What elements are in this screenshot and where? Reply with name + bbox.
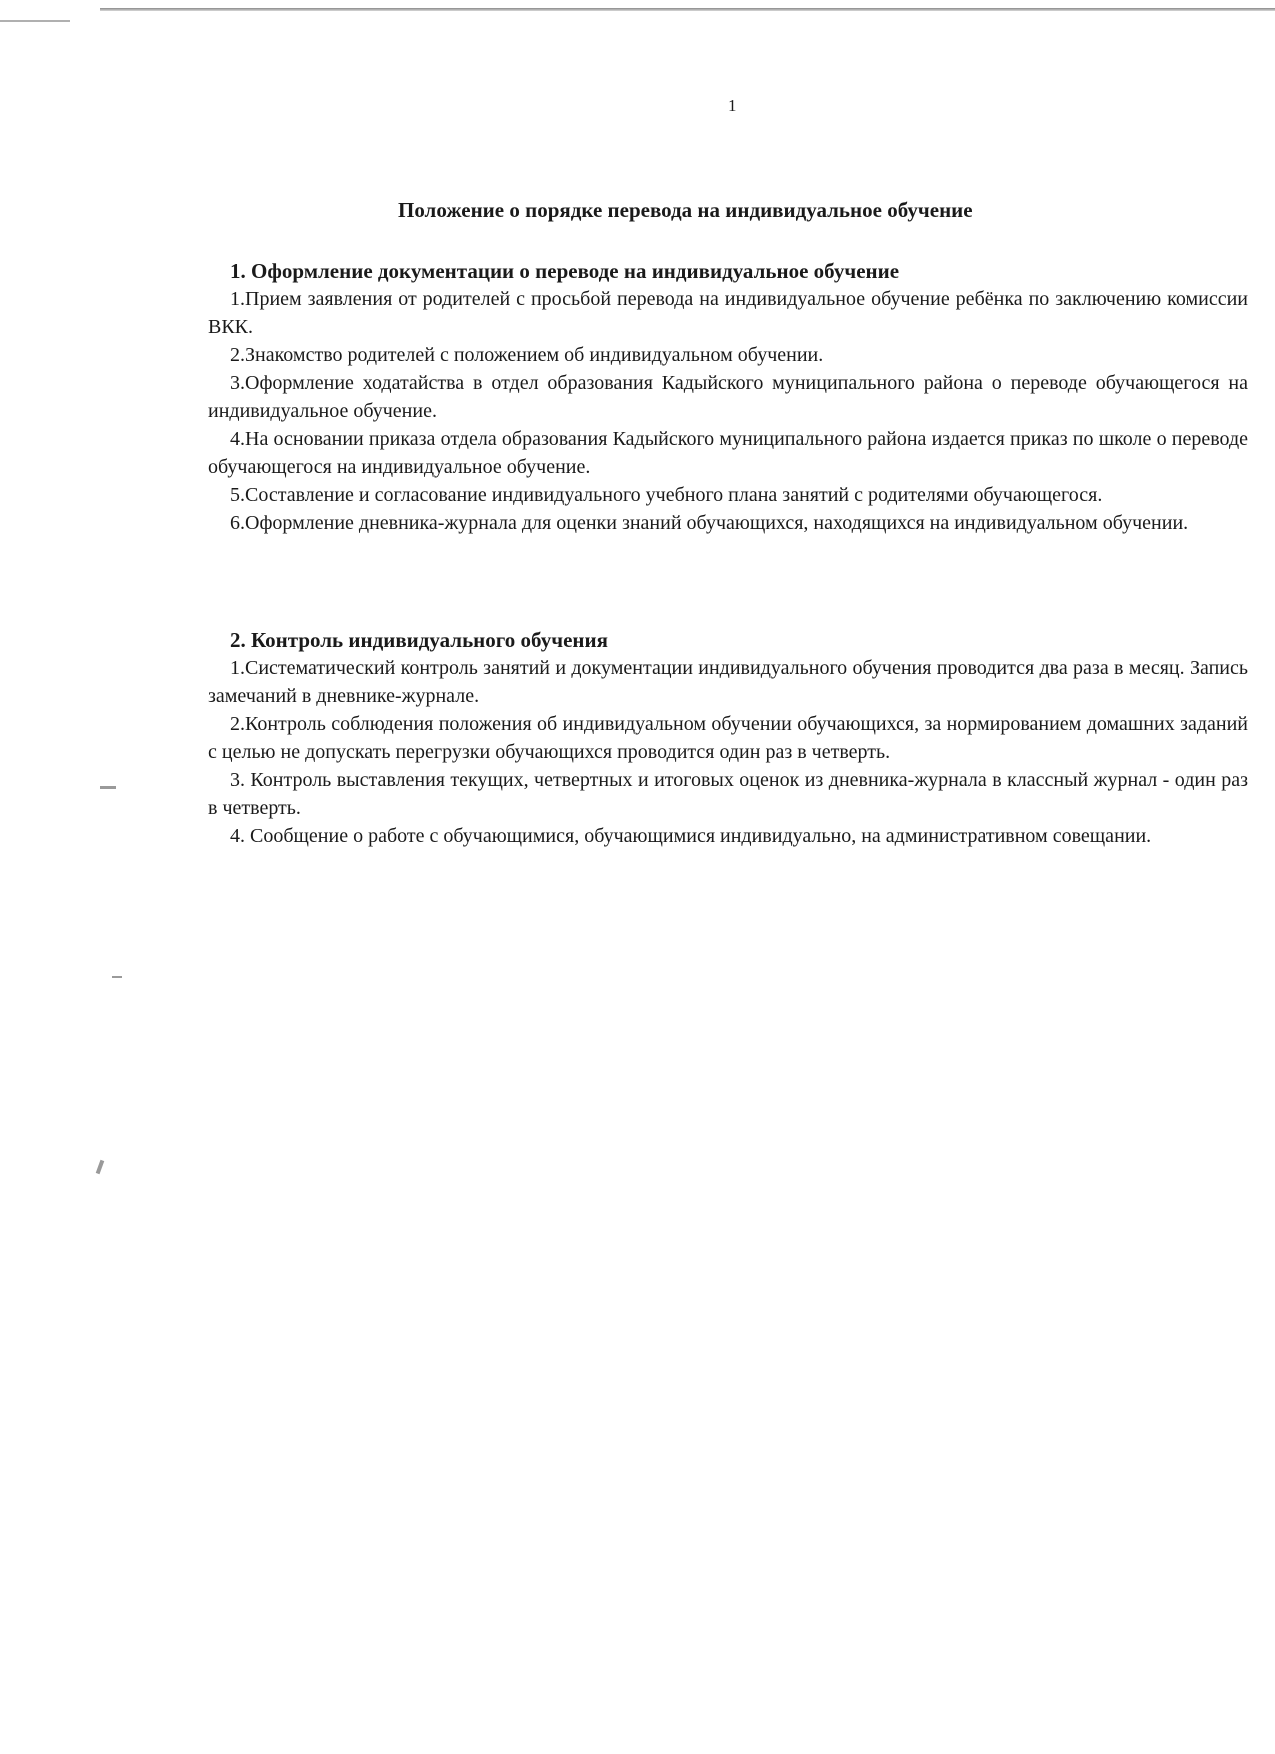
section-documentation xyxy=(208,257,1248,537)
list-item: 3.Оформление ходатайства в отдел образования Кадыйского муниципального района о переводе обучающегося на индивидуальное обучение. xyxy=(208,372,1248,422)
scan-edge-top xyxy=(100,8,1275,11)
list-item: 3. Контроль выставления текущих, четвертных и итоговых оценок из дневника-журнала в классный журнал - один раз в четверть. xyxy=(208,769,1248,819)
list-item: 5.Составление и согласование индивидуального учебного плана занятий с родителями обучающегося. xyxy=(230,484,1103,506)
list-item: 1.Систематический контроль занятий и документации индивидуального обучения проводится два раза в месяц. Запись замечаний в дневнике-журнале. xyxy=(208,657,1248,707)
list-item: 6.Оформление дневника-журнала для оценки знаний обучающихся, находящихся на индивидуальном обучении. xyxy=(230,512,1189,534)
document-title: Положение о порядке перевода на индивидуальное обучение xyxy=(398,198,973,222)
section-control xyxy=(208,626,1248,850)
list-item: 4. Сообщение о работе с обучающимися, обучающимися индивидуально, на административном совещании. xyxy=(230,825,1152,847)
section-heading: 1. Оформление документации о переводе на индивидуальное обучение xyxy=(230,259,900,283)
page-number: 1 xyxy=(728,96,737,115)
scan-speck xyxy=(96,1160,105,1175)
list-item: 2.Знакомство родителей с положением об индивидуальном обучении. xyxy=(230,344,824,366)
scan-edge-left xyxy=(0,20,70,22)
scan-speck xyxy=(100,786,116,789)
section-heading: 2. Контроль индивидуального обучения xyxy=(230,628,608,652)
scan-speck xyxy=(112,976,122,978)
list-item: 1.Прием заявления от родителей с просьбой перевода на индивидуальное обучение ребёнка по заключению комиссии ВКК. xyxy=(208,288,1248,338)
list-item: 2.Контроль соблюдения положения об индивидуальном обучении обучающихся, за нормированием домашних заданий с целью не допускать перегрузки обучающихся проводится один раз в четверть. xyxy=(208,713,1248,763)
list-item: 4.На основании приказа отдела образования Кадыйского муниципального района издается приказ по школе о переводе обучающегося на индивидуальное обучение. xyxy=(208,428,1248,478)
